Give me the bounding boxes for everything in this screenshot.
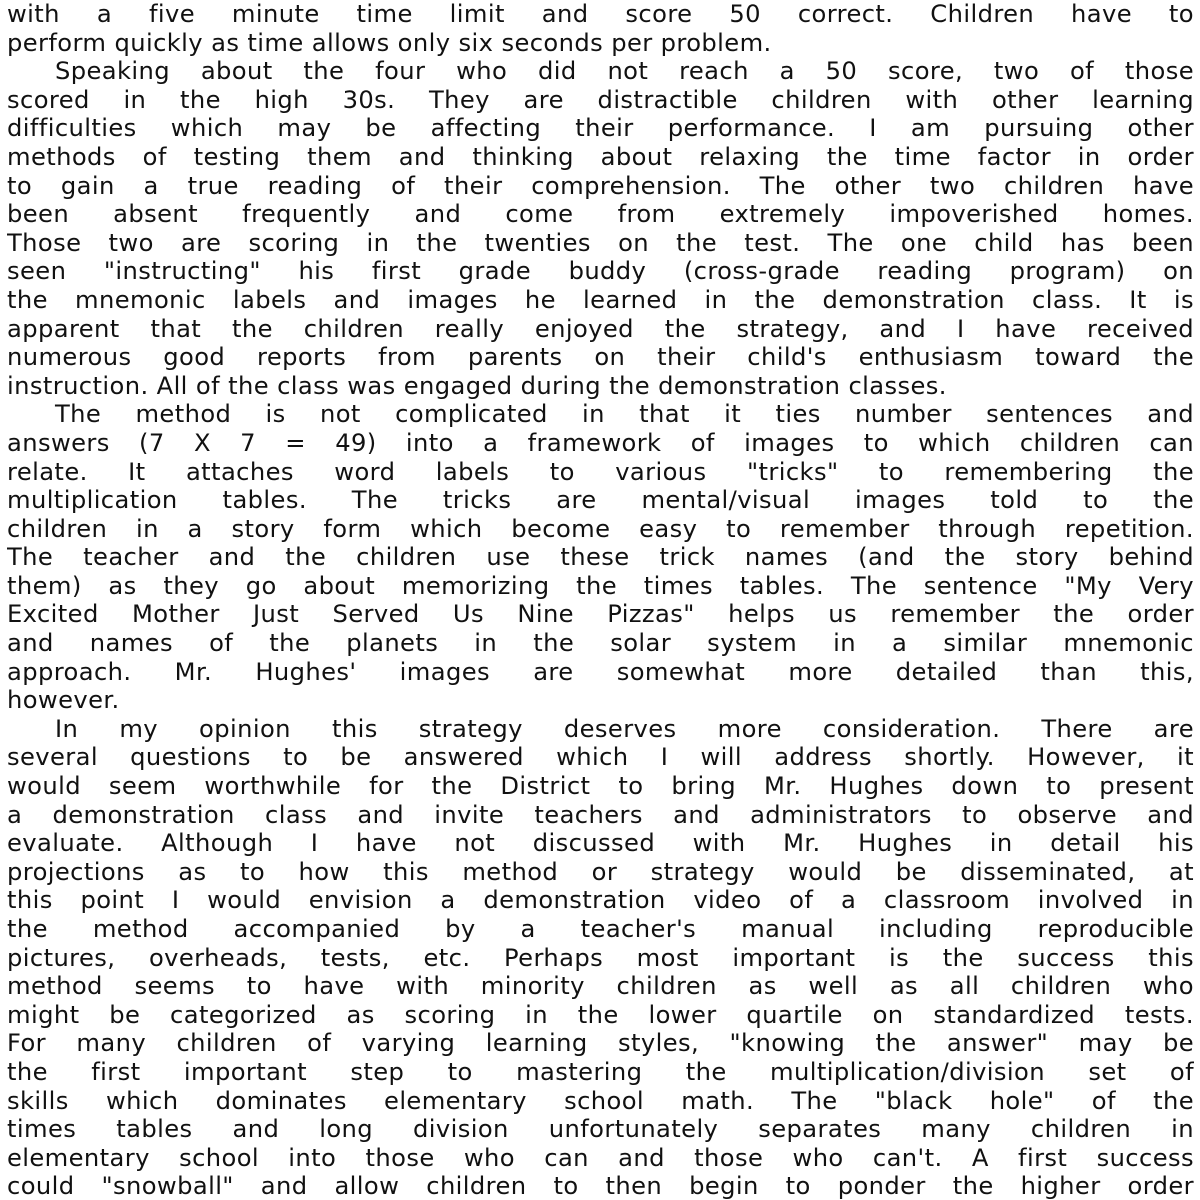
text-line: however. bbox=[7, 686, 120, 715]
text-line: Excited Mother Just Served Us Nine Pizzas" helps us remember the order bbox=[7, 600, 1194, 629]
text-line: elementary school into those who can and those who can't. A first success bbox=[7, 1143, 1194, 1172]
text-line: to gain a true reading of their comprehension. The other two children have bbox=[7, 171, 1194, 200]
text-line: skills which dominates elementary school math. The "black hole" of the bbox=[7, 1086, 1194, 1115]
text-line: children in a story form which become easy to remember through repetition. bbox=[7, 514, 1194, 543]
text-line: method seems to have with minority children as well as all children who bbox=[7, 972, 1194, 1001]
document-page bbox=[7, 0, 1194, 1200]
text-line: this point I would envision a demonstration video of a classroom involved in bbox=[7, 886, 1194, 915]
text-line: a demonstration class and invite teachers and administrators to observe and bbox=[7, 800, 1194, 829]
text-line: the first important step to mastering the multiplication/division set of bbox=[7, 1057, 1194, 1086]
text-line: The teacher and the children use these trick names (and the story behind bbox=[7, 543, 1194, 572]
text-line: pictures, overheads, tests, etc. Perhaps most important is the success this bbox=[7, 943, 1194, 972]
text-line: times tables and long division unfortunately separates many children in bbox=[7, 1115, 1194, 1144]
text-line: For many children of varying learning styles, "knowing the answer" may be bbox=[7, 1029, 1194, 1058]
text-line: several questions to be answered which I will address shortly. However, it bbox=[7, 743, 1194, 772]
text-line: answers (7 X 7 = 49) into a framework of images to which children can bbox=[7, 428, 1194, 457]
text-line: with a five minute time limit and score 50 correct. Children have to bbox=[7, 0, 1194, 28]
text-line: the mnemonic labels and images he learned in the demonstration class. It is bbox=[7, 285, 1194, 314]
text-line: methods of testing them and thinking about relaxing the time factor in order bbox=[7, 142, 1194, 171]
text-line: them) as they go about memorizing the times tables. The sentence "My Very bbox=[7, 571, 1194, 600]
text-line: seen "instructing" his first grade buddy (cross-grade reading program) on bbox=[7, 257, 1194, 286]
text-line: perform quickly as time allows only six seconds per problem. bbox=[7, 28, 772, 57]
text-line: might be categorized as scoring in the lower quartile on standardized tests. bbox=[7, 1000, 1194, 1029]
text-line: instruction. All of the class was engaged during the demonstration classes. bbox=[7, 371, 947, 400]
text-line: and names of the planets in the solar system in a similar mnemonic bbox=[7, 629, 1194, 658]
text-line: Those two are scoring in the twenties on the test. The one child has been bbox=[7, 228, 1194, 257]
text-line: approach. Mr. Hughes' images are somewhat more detailed than this, bbox=[7, 657, 1194, 686]
paragraph-first-line: In my opinion this strategy deserves more consideration. There are bbox=[55, 714, 1194, 743]
text-line: would seem worthwhile for the District to bring Mr. Hughes down to present bbox=[7, 772, 1194, 801]
text-line: the method accompanied by a teacher's manual including reproducible bbox=[7, 915, 1194, 943]
text-line: scored in the high 30s. They are distractible children with other learning bbox=[7, 85, 1194, 114]
text-line: apparent that the children really enjoyed the strategy, and I have received bbox=[7, 314, 1194, 343]
paragraph-first-line: The method is not complicated in that it ties number sentences and bbox=[55, 400, 1194, 429]
text-line: been absent frequently and come from extremely impoverished homes. bbox=[7, 200, 1194, 229]
text-line: relate. It attaches word labels to various "tricks" to remembering the bbox=[7, 457, 1194, 486]
paragraph-first-line: Speaking about the four who did not reach a 50 score, two of those bbox=[55, 57, 1194, 86]
text-line: numerous good reports from parents on their child's enthusiasm toward the bbox=[7, 343, 1194, 372]
text-line: projections as to how this method or strategy would be disseminated, at bbox=[7, 857, 1194, 886]
text-line: could "snowball" and allow children to then begin to ponder the higher order bbox=[7, 1172, 1194, 1200]
text-line: multiplication tables. The tricks are mental/visual images told to the bbox=[7, 486, 1194, 515]
text-line: evaluate. Although I have not discussed with Mr. Hughes in detail his bbox=[7, 829, 1194, 858]
text-line: difficulties which may be affecting their performance. I am pursuing other bbox=[7, 114, 1194, 143]
